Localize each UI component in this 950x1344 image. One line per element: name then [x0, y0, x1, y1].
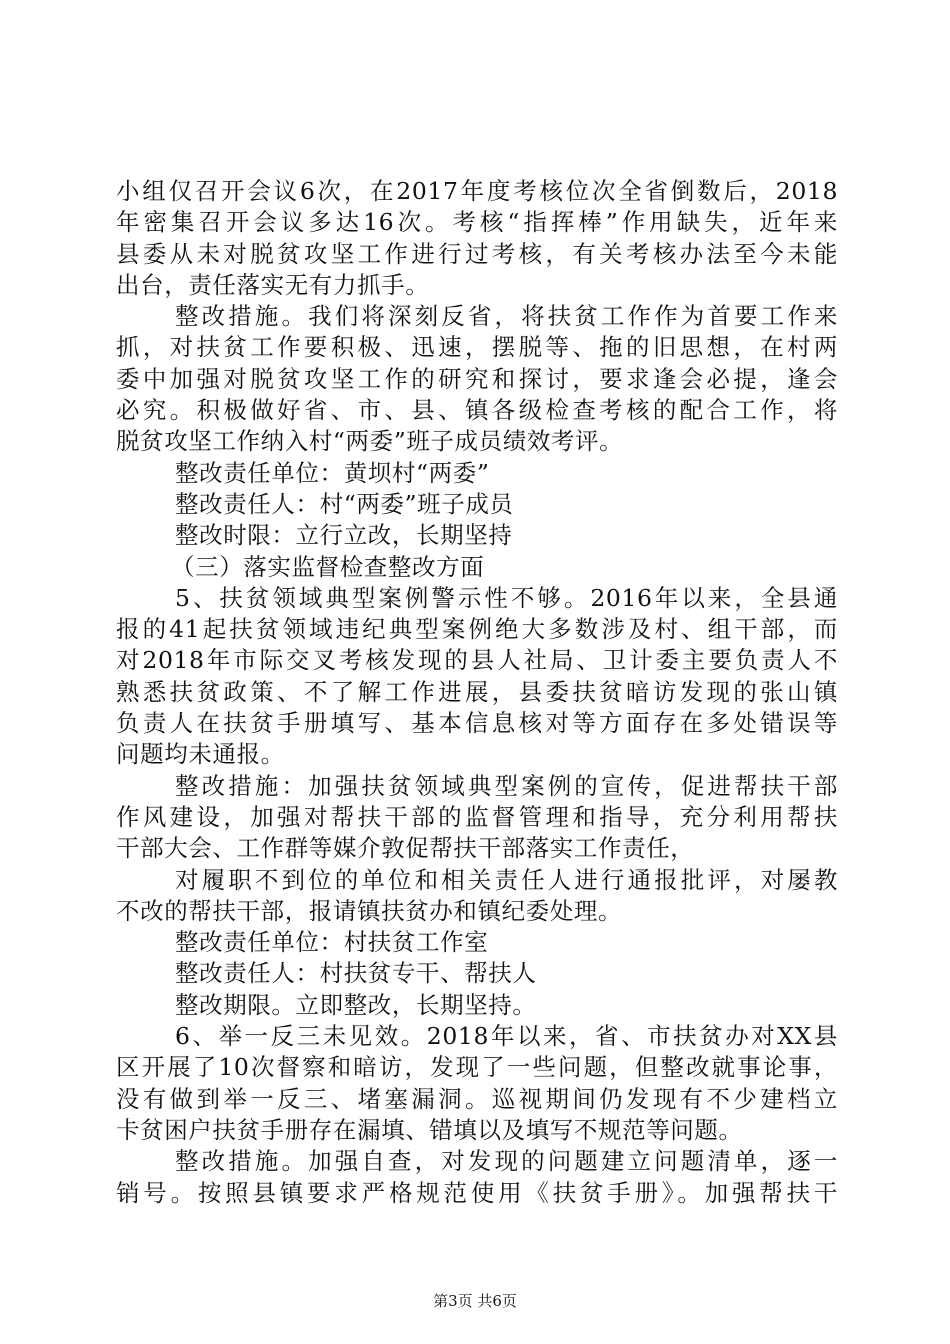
text-line: 委中加强对脱贫攻坚工作的研究和探讨，要求逢会必提，逢会 [116, 364, 838, 393]
text-line: 干部大会、工作群等媒介敦促帮扶干部落实工作责任， [116, 834, 695, 863]
text-line: 整改措施：加强扶贫领域典型案例的宣传，促进帮扶干部 [175, 771, 838, 800]
text-line: 整改时限：立行立改，长期坚持 [175, 521, 513, 550]
text-line: 县委从未对脱贫攻坚工作进行过考核，有关考核办法至今未能 [116, 239, 838, 268]
text-line: 不改的帮扶干部，报请镇扶贫办和镇纪委处理。 [116, 896, 623, 925]
text-line: 整改责任人：村“两委”班子成员 [175, 489, 514, 518]
text-line: 年密集召开会议多达16次。考核“指挥棒”作用缺失，近年来 [116, 208, 838, 237]
text-line: 脱贫攻坚工作纳入村“两委”班子成员绩效考评。 [116, 427, 624, 456]
text-line: 销号。按照县镇要求严格规范使用《扶贫手册》。加强帮扶干 [116, 1178, 838, 1207]
text-line: 报的41起扶贫领域违纪典型案例绝大多数涉及村、组干部，而 [116, 615, 838, 644]
text-line: 卡贫困户扶贫手册存在漏填、错填以及填写不规范等问题。 [116, 1115, 743, 1144]
text-line: 对2018年市际交叉考核发现的县人社局、卫计委主要负责人不 [116, 646, 838, 675]
text-line: 必究。积极做好省、市、县、镇各级检查考核的配合工作，将 [116, 396, 838, 425]
text-line: 5、扶贫领域典型案例警示性不够。2016年以来，全县通 [175, 583, 838, 612]
document-body [116, 176, 838, 1209]
text-line: 问题均未通报。 [116, 740, 285, 769]
text-line: 整改责任单位：黄坝村“两委” [175, 458, 490, 487]
text-line: 区开展了10次督察和暗访，发现了一些问题，但整改就事论事， [116, 1053, 838, 1082]
text-line: 整改措施。我们将深刻反省，将扶贫工作作为首要工作来 [175, 302, 838, 331]
text-line: 整改责任单位：村扶贫工作室 [175, 928, 489, 957]
page-footer: 第3页 共6页 [433, 1292, 517, 1310]
text-line: 对履职不到位的单位和相关责任人进行通报批评，对屡教 [175, 865, 838, 894]
text-line: 6、举一反三未见效。2018年以来，省、市扶贫办对XX县 [175, 1022, 838, 1051]
text-line: 小组仅召开会议6次，在2017年度考核位次全省倒数后，2018 [116, 177, 838, 205]
section-heading: （三）落实监督检查整改方面 [171, 552, 485, 581]
text-line: 负责人在扶贫手册填写、基本信息核对等方面存在多处错误等 [116, 709, 838, 738]
text-line: 没有做到举一反三、堵塞漏洞。巡视期间仍发现有不少建档立 [116, 1084, 838, 1113]
text-line: 熟悉扶贫政策、不了解工作进展，县委扶贫暗访发现的张山镇 [116, 677, 838, 706]
text-line: 抓，对扶贫工作要积极、迅速，摆脱等、拖的旧思想，在村两 [116, 333, 838, 362]
text-line: 整改期限。立即整改，长期坚持。 [175, 990, 537, 1019]
text-line: 作风建设，加强对帮扶干部的监督管理和指导，充分利用帮扶 [116, 802, 838, 831]
text-line: 出台，责任落实无有力抓手。 [116, 270, 430, 299]
text-line: 整改责任人：村扶贫专干、帮扶人 [175, 959, 537, 988]
text-line: 整改措施。加强自查，对发现的问题建立问题清单，逐一 [175, 1147, 838, 1176]
